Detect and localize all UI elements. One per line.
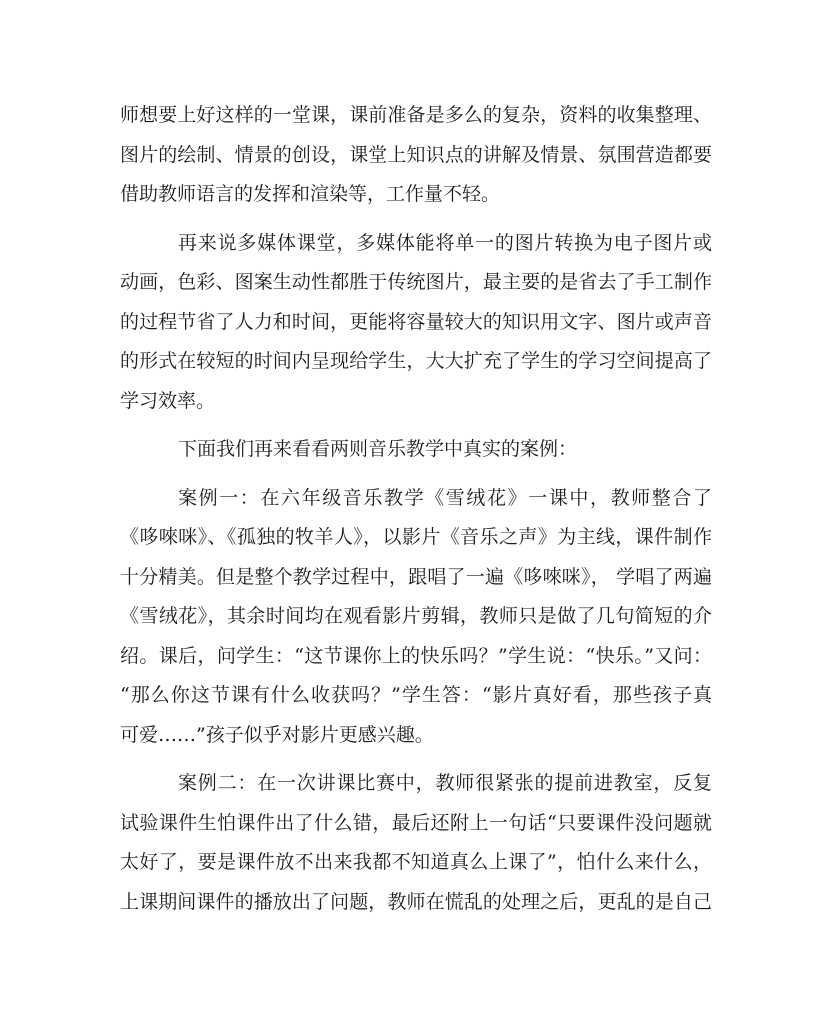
text-line: 动画，色彩、图案生动性都胜于传统图片，最主要的是省去了手工制作 — [120, 271, 712, 293]
text-line: 试验课件生怕课件出了什么错，最后还附上一句话“只要课件没问题就 — [120, 811, 712, 834]
paragraph — [120, 96, 712, 215]
text-line: 的过程节省了人力和时间，更能将容量较大的知识用文字、图片或声音 — [120, 310, 712, 333]
text-line: 十分精美。但是整个教学过程中，跟唱了一遍《哆唻咪》， 学唱了两遍 — [120, 565, 712, 588]
text-line: 绍。课后，问学生：“这节课你上的快乐吗？”学生说：“快乐。”又问： — [120, 644, 712, 667]
text-line: 再来说多媒体课堂，多媒体能将单一的图片转换为电子图片或 — [178, 231, 712, 254]
text-line: “那么你这节课有什么收获吗？”学生答：“影片真好看，那些孩子真 — [120, 684, 712, 706]
text-line: 太好了，要是课件放不出来我都不知道真么上课了”，怕什么来什么， — [120, 851, 712, 873]
text-line: 上课期间课件的播放出了问题，教师在慌乱的处理之后，更乱的是自己 — [120, 890, 712, 913]
text-line: 师想要上好这样的一堂课，课前准备是多么的复杂，资料的收集整理、 — [120, 104, 712, 126]
text-line: 案例一：在六年级音乐教学《雪绒花》一课中，教师整合了 — [178, 486, 712, 509]
text-line: 《哆唻咪》、《孤独的牧羊人》，以影片《音乐之声》为主线，课件制作 — [120, 526, 712, 548]
document-body — [120, 96, 712, 922]
text-line: 的形式在较短的时间内呈现给学生，大大扩充了学生的学习空间提高了 — [120, 350, 712, 372]
text-line: 图片的绘制、情景的创设，课堂上知识点的讲解及情景、氛围营造都要 — [120, 143, 712, 166]
text-line: 学习效率。 — [120, 389, 216, 412]
paragraph — [120, 224, 712, 422]
paragraph — [120, 764, 712, 922]
text-line: 可爱……”孩子似乎对影片更感兴趣。 — [120, 723, 434, 746]
text-line: 案例二：在一次讲课比赛中，教师很紧张的提前进教室，反复 — [178, 772, 712, 794]
paragraph — [120, 479, 712, 756]
text-line: 《雪绒花》，其余时间均在观看影片剪辑，教师只是做了几句简短的介 — [120, 605, 712, 627]
text-line: 借助教师语言的发挥和渲染等，工作量不轻。 — [120, 183, 501, 205]
paragraph — [120, 430, 712, 470]
text-line: 下面我们再来看看两则音乐教学中真实的案例： — [178, 438, 578, 460]
